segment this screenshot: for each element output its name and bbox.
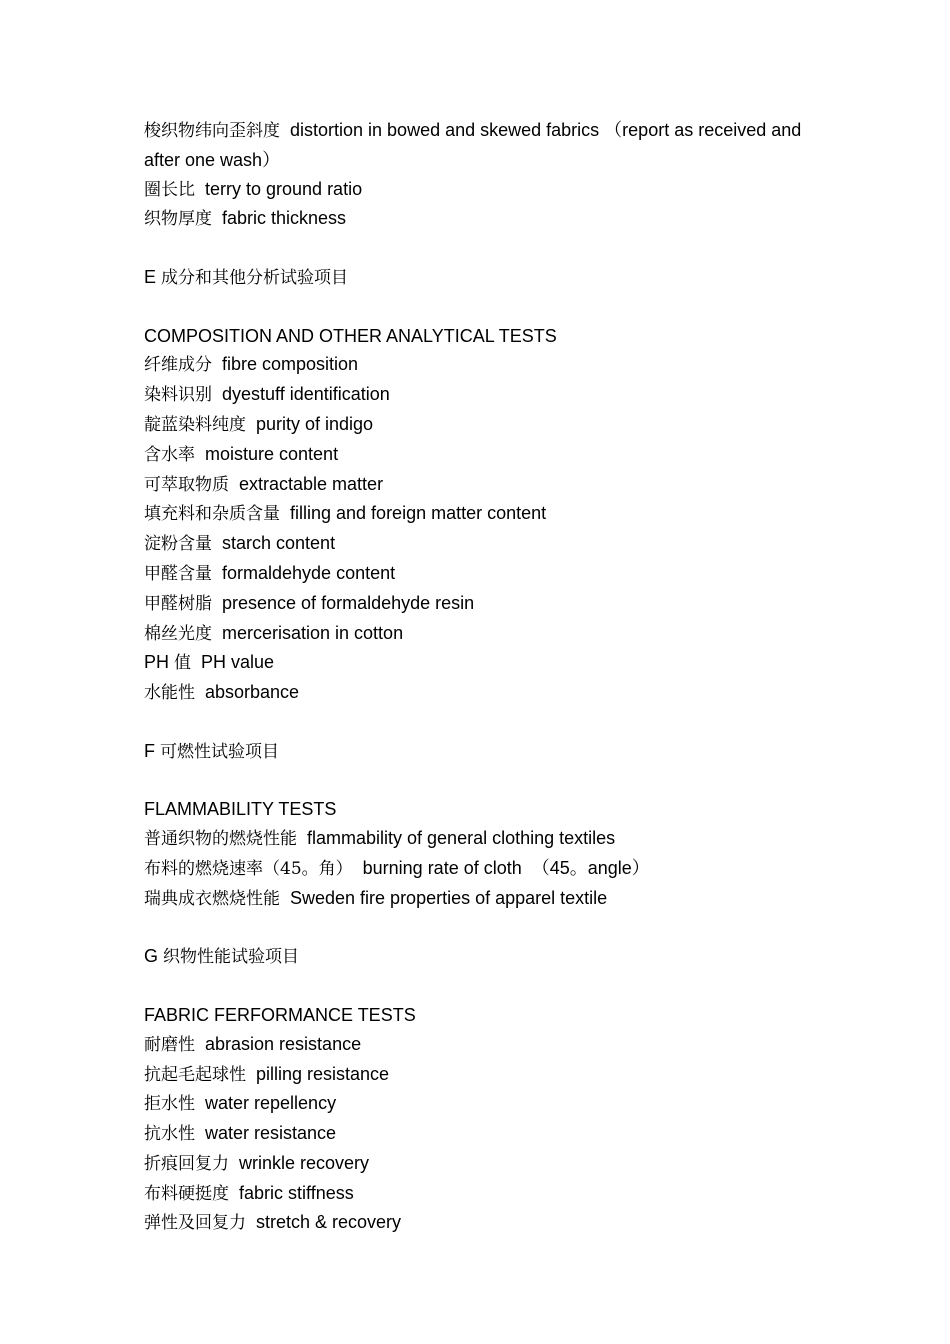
english-term: burning rate of cloth （45。angle） xyxy=(352,857,650,878)
chinese-term: 布料的燃烧速率（45。角） xyxy=(144,858,353,879)
text-line xyxy=(144,1179,824,1209)
text-line xyxy=(144,116,824,175)
text-line xyxy=(144,380,824,410)
english-term: fibre composition xyxy=(212,354,359,375)
chinese-term: 染料识别 xyxy=(144,385,212,406)
chinese-term: 弹性及回复力 xyxy=(144,1213,246,1234)
english-term: FABRIC FERFORMANCE TESTS xyxy=(144,1004,416,1025)
chinese-term: 可萃取物质 xyxy=(144,474,229,495)
chinese-term: 抗起毛起球性 xyxy=(144,1064,246,1085)
english-term: formaldehyde content xyxy=(212,562,396,583)
text-line xyxy=(144,795,824,824)
english-term: stretch & recovery xyxy=(246,1212,402,1233)
text-line xyxy=(144,648,824,678)
chinese-term: 成分和其他分析试验项目 xyxy=(161,267,349,288)
english-term: COMPOSITION AND OTHER ANALYTICAL TESTS xyxy=(144,325,557,346)
english-term: pilling resistance xyxy=(246,1063,390,1084)
chinese-term: 甲醛含量 xyxy=(144,563,212,584)
english-term: PH value xyxy=(191,652,275,673)
english-term: Sweden fire properties of apparel textile xyxy=(280,887,608,908)
english-term: flammability of general clothing textiles xyxy=(297,828,616,849)
english-term: purity of indigo xyxy=(246,413,374,434)
chinese-term: 拒水性 xyxy=(144,1094,195,1115)
english-term: abrasion resistance xyxy=(195,1033,362,1054)
text-line xyxy=(144,350,824,380)
text-line xyxy=(144,175,824,205)
chinese-term: 瑞典成衣燃烧性能 xyxy=(144,888,280,909)
chinese-term: 含水率 xyxy=(144,444,195,465)
text-line xyxy=(144,942,824,972)
chinese-term: 水能性 xyxy=(144,683,195,704)
chinese-term: 值 xyxy=(174,653,192,674)
english-term: moisture content xyxy=(195,443,339,464)
english-term: mercerisation in cotton xyxy=(212,622,404,643)
section-letter: F xyxy=(144,740,160,761)
text-line xyxy=(144,1060,824,1090)
chinese-term: 折痕回复力 xyxy=(144,1153,229,1174)
english-term: absorbance xyxy=(195,682,300,703)
section-letter: PH xyxy=(144,652,175,673)
chinese-term: 甲醛树脂 xyxy=(144,593,212,614)
text-line xyxy=(144,1030,824,1060)
section-letter: E xyxy=(144,266,162,287)
text-line xyxy=(144,410,824,440)
text-line xyxy=(144,1001,824,1030)
text-line xyxy=(144,322,824,351)
text-line xyxy=(144,1089,824,1119)
text-line xyxy=(144,1149,824,1179)
chinese-term: 抗水性 xyxy=(144,1124,195,1145)
chinese-term: 靛蓝染料纯度 xyxy=(144,414,246,435)
text-line xyxy=(144,470,824,500)
text-line xyxy=(144,499,824,529)
english-term: distortion in bowed and skewed fabrics （report as received and after one wash） xyxy=(144,120,807,170)
english-term: filling and foreign matter content xyxy=(280,503,547,524)
blank-line xyxy=(144,293,824,322)
english-term: FLAMMABILITY TESTS xyxy=(144,799,337,820)
english-term: wrinkle recovery xyxy=(229,1152,370,1173)
chinese-term: 棉丝光度 xyxy=(144,623,212,644)
chinese-term: 圈长比 xyxy=(144,179,195,200)
text-line xyxy=(144,440,824,470)
text-line xyxy=(144,1119,824,1149)
english-term: presence of formaldehyde resin xyxy=(212,592,475,613)
english-term: fabric thickness xyxy=(212,208,347,229)
english-term: water repellency xyxy=(195,1093,337,1114)
text-line xyxy=(144,263,824,293)
blank-line xyxy=(144,234,824,263)
english-term: terry to ground ratio xyxy=(195,178,363,199)
chinese-term: 淀粉含量 xyxy=(144,534,212,555)
chinese-term: 织物厚度 xyxy=(144,209,212,230)
blank-line xyxy=(144,708,824,737)
english-term: fabric stiffness xyxy=(229,1182,354,1203)
text-line xyxy=(144,678,824,708)
english-term: water resistance xyxy=(195,1123,337,1144)
section-letter: G xyxy=(144,946,164,967)
text-line xyxy=(144,589,824,619)
chinese-term: 填充料和杂质含量 xyxy=(144,504,280,525)
text-line xyxy=(144,854,824,884)
text-line xyxy=(144,529,824,559)
english-term: starch content xyxy=(212,533,336,554)
blank-line xyxy=(144,767,824,796)
blank-line xyxy=(144,972,824,1001)
chinese-term: 普通织物的燃烧性能 xyxy=(144,829,297,850)
chinese-term: 梭织物纬向歪斜度 xyxy=(144,121,280,141)
chinese-term: 纤维成分 xyxy=(144,355,212,376)
text-line xyxy=(144,559,824,589)
chinese-term: 耐磨性 xyxy=(144,1034,195,1055)
text-line xyxy=(144,737,824,767)
chinese-term: 织物性能试验项目 xyxy=(163,947,300,968)
text-line xyxy=(144,619,824,649)
english-term: dyestuff identification xyxy=(212,384,390,405)
text-line xyxy=(144,1208,824,1238)
blank-line xyxy=(144,914,824,943)
chinese-term: 可燃性试验项目 xyxy=(160,741,279,762)
text-line xyxy=(144,824,824,854)
text-line xyxy=(144,204,824,234)
text-line xyxy=(144,884,824,914)
chinese-term: 布料硬挺度 xyxy=(144,1183,229,1204)
english-term: extractable matter xyxy=(229,473,384,494)
document-body xyxy=(144,116,824,1238)
